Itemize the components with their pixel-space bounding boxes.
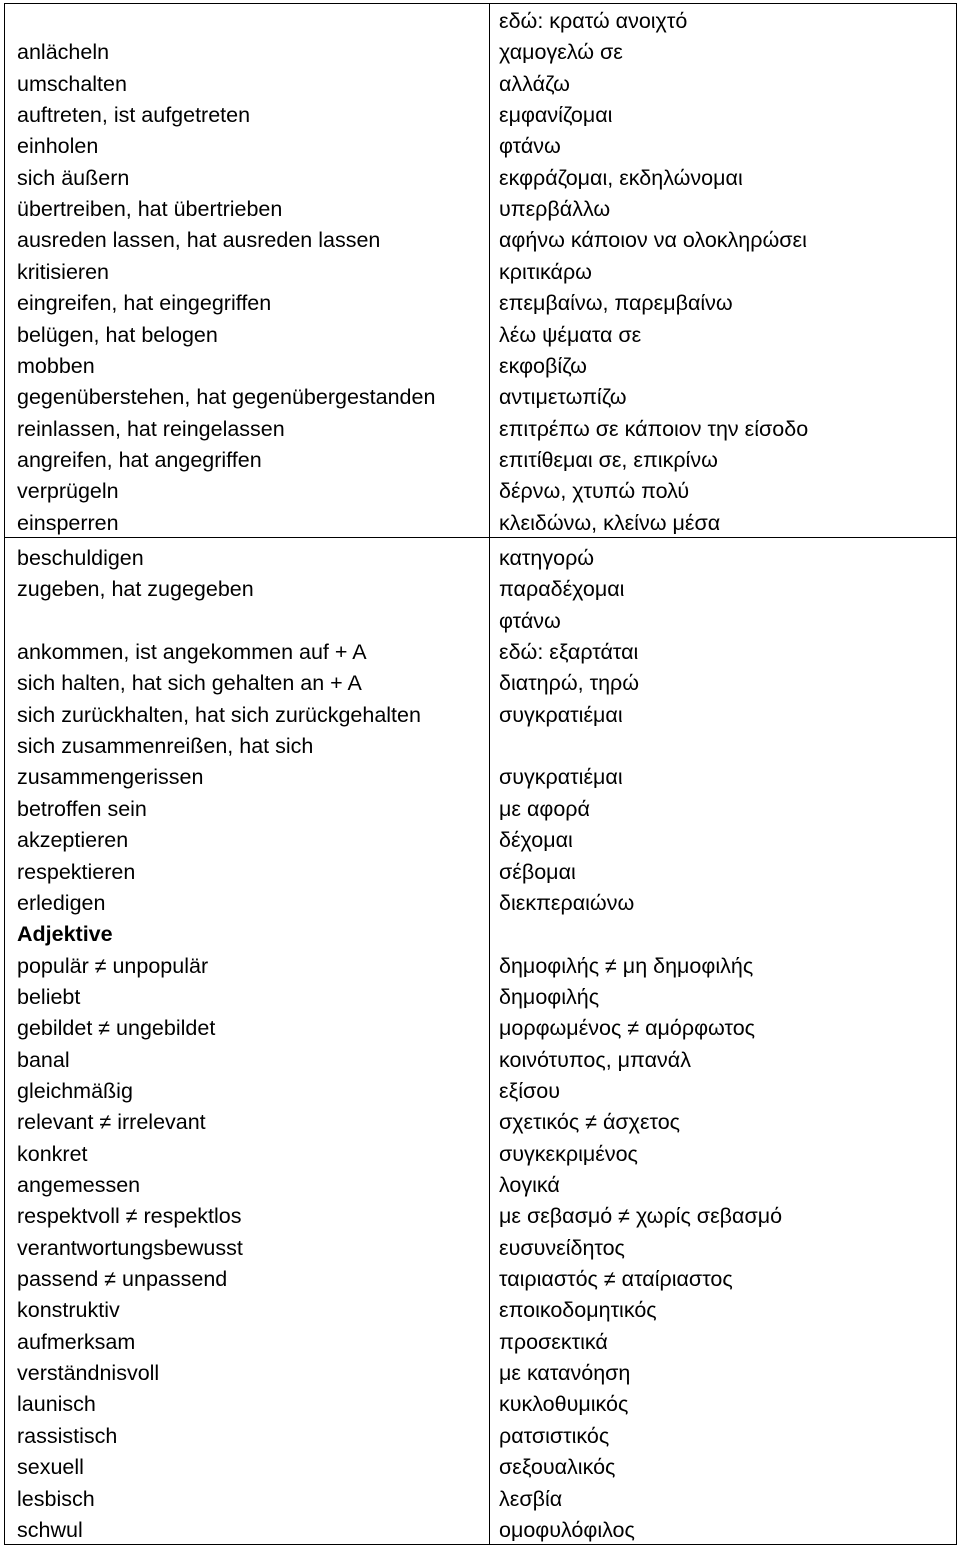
german-term: erledigen	[17, 890, 106, 915]
german-term: sich halten, hat sich gehalten an + A	[17, 671, 362, 696]
greek-translation: επιτίθεμαι σε, επικρίνω	[499, 447, 718, 472]
greek-translation: ταιριαστός ≠ αταίριαστος	[499, 1267, 733, 1292]
german-term: zusammengerissen	[17, 765, 204, 790]
german-term: passend ≠ unpassend	[17, 1267, 228, 1292]
german-term: Adjektive	[17, 922, 113, 947]
greek-translation: συγκεκριμένος	[499, 1141, 638, 1166]
german-term: gebildet ≠ ungebildet	[17, 1016, 216, 1041]
german-term: mobben	[17, 353, 95, 378]
german-term: sexuell	[17, 1455, 84, 1480]
greek-translation: εκφράζομαι, εκδηλώνομαι	[499, 165, 743, 190]
german-term: konstruktiv	[17, 1298, 120, 1323]
greek-translation: σεξουαλικός	[499, 1455, 616, 1480]
greek-translation: δέχομαι	[499, 828, 573, 853]
german-term: angreifen, hat angegriffen	[17, 447, 262, 472]
german-term: rassistisch	[17, 1423, 118, 1448]
german-term: einsperren	[17, 510, 119, 535]
german-term: eingreifen, hat eingegriffen	[17, 291, 272, 316]
greek-translation: σχετικός ≠ άσχετος	[499, 1110, 681, 1135]
greek-translation: λογικά	[499, 1173, 560, 1197]
german-term: akzeptieren	[17, 828, 129, 853]
greek-translation: λεσβία	[499, 1486, 563, 1511]
german-term: konkret	[17, 1141, 88, 1166]
greek-translation: κλειδώνω, κλείνω μέσα	[499, 510, 721, 535]
german-term: verprügeln	[17, 479, 119, 504]
german-term: kritisieren	[17, 259, 109, 284]
german-term: beliebt	[17, 984, 81, 1009]
greek-translation: χαμογελώ σε	[499, 40, 623, 65]
german-term: beschuldigen	[17, 546, 144, 570]
vocabulary-table	[4, 3, 957, 1545]
german-term: reinlassen, hat reingelassen	[17, 416, 285, 441]
greek-translation: συγκρατιέμαι	[499, 765, 623, 790]
german-term: umschalten	[17, 71, 127, 96]
german-term: übertreiben, hat übertrieben	[17, 197, 283, 222]
greek-translation: δημοφιλής	[499, 984, 600, 1009]
german-term: einholen	[17, 134, 99, 159]
greek-translation: μορφωμένος ≠ αμόρφωτος	[499, 1016, 756, 1041]
german-term: ausreden lassen, hat ausreden lassen	[17, 228, 381, 253]
greek-translation: λέω ψέματα σε	[499, 322, 642, 347]
german-term: banal	[17, 1047, 70, 1072]
greek-translation: αλλάζω	[499, 71, 570, 96]
german-term: sich zusammenreißen, hat sich	[17, 734, 314, 759]
greek-translation: εκφοβίζω	[499, 353, 587, 378]
greek-translation: ρατσιστικός	[499, 1423, 610, 1448]
german-term: betroffen sein	[17, 796, 147, 821]
greek-translation: εδώ: εξαρτάται	[499, 640, 639, 665]
german-term: respektvoll ≠ respektlos	[17, 1204, 242, 1229]
greek-translation: διεκπεραιώνω	[499, 890, 635, 915]
greek-translation: διατηρώ, τηρώ	[499, 671, 640, 696]
german-term: zugeben, hat zugegeben	[17, 577, 254, 602]
greek-translation: αντιμετωπίζω	[499, 385, 627, 410]
greek-translation: υπερβάλλω	[499, 197, 611, 222]
german-term: populär ≠ unpopulär	[17, 953, 209, 978]
greek-translation: με κατανόηση	[499, 1361, 631, 1386]
german-term: verständnisvoll	[17, 1361, 160, 1386]
greek-translation: κυκλοθυμικός	[499, 1392, 629, 1417]
german-term: respektieren	[17, 859, 136, 884]
greek-translation: με αφορά	[499, 796, 590, 821]
german-term: ankommen, ist angekommen auf + A	[17, 640, 367, 665]
greek-translation: ομοφυλόφιλος	[499, 1517, 635, 1542]
greek-translation: φτάνω	[499, 134, 561, 159]
greek-translation: σέβομαι	[499, 859, 576, 884]
greek-translation: εδώ: κρατώ ανοιχτό	[499, 9, 688, 33]
german-term: sich äußern	[17, 165, 130, 190]
german-term: sich zurückhalten, hat sich zurückgehalten	[17, 702, 421, 727]
german-term: belügen, hat belogen	[17, 322, 218, 347]
greek-translation: κοινότυπος, μπανάλ	[499, 1047, 691, 1072]
greek-translation: με σεβασμό ≠ χωρίς σεβασμό	[499, 1204, 783, 1229]
greek-translation: αφήνω κάποιον να ολοκληρώσει	[499, 228, 807, 253]
greek-translation: παραδέχομαι	[499, 577, 625, 602]
german-term: gegenüberstehen, hat gegenübergestanden	[17, 385, 436, 410]
german-term: launisch	[17, 1392, 96, 1417]
greek-translation: εποικοδομητικός	[499, 1298, 657, 1323]
greek-translation: φτάνω	[499, 608, 561, 633]
greek-translation: επεμβαίνω, παρεμβαίνω	[499, 291, 733, 316]
greek-translation: επιτρέπω σε κάποιον την είσοδο	[499, 416, 809, 441]
german-term: anlächeln	[17, 40, 110, 65]
greek-translation: εμφανίζομαι	[499, 103, 613, 128]
german-term: verantwortungsbewusst	[17, 1235, 243, 1260]
section-divider	[5, 537, 956, 538]
greek-translation: κατηγορώ	[499, 546, 595, 570]
greek-translation: εξίσου	[499, 1078, 560, 1103]
greek-translation: ευσυνείδητος	[499, 1235, 625, 1260]
greek-translation: συγκρατιέμαι	[499, 702, 623, 727]
german-term: aufmerksam	[17, 1329, 136, 1354]
german-term: schwul	[17, 1517, 83, 1542]
greek-translation: δέρνω, χτυπώ πολύ	[499, 479, 690, 504]
greek-translation: κριτικάρω	[499, 259, 592, 284]
german-term: angemessen	[17, 1173, 141, 1197]
german-term: relevant ≠ irrelevant	[17, 1110, 206, 1135]
german-term: lesbisch	[17, 1486, 95, 1511]
german-term: gleichmäßig	[17, 1078, 133, 1103]
greek-translation: δημοφιλής ≠ μη δημοφιλής	[499, 953, 754, 978]
german-term: auftreten, ist aufgetreten	[17, 103, 251, 128]
column-divider	[489, 4, 490, 1544]
greek-translation: προσεκτικά	[499, 1329, 608, 1354]
